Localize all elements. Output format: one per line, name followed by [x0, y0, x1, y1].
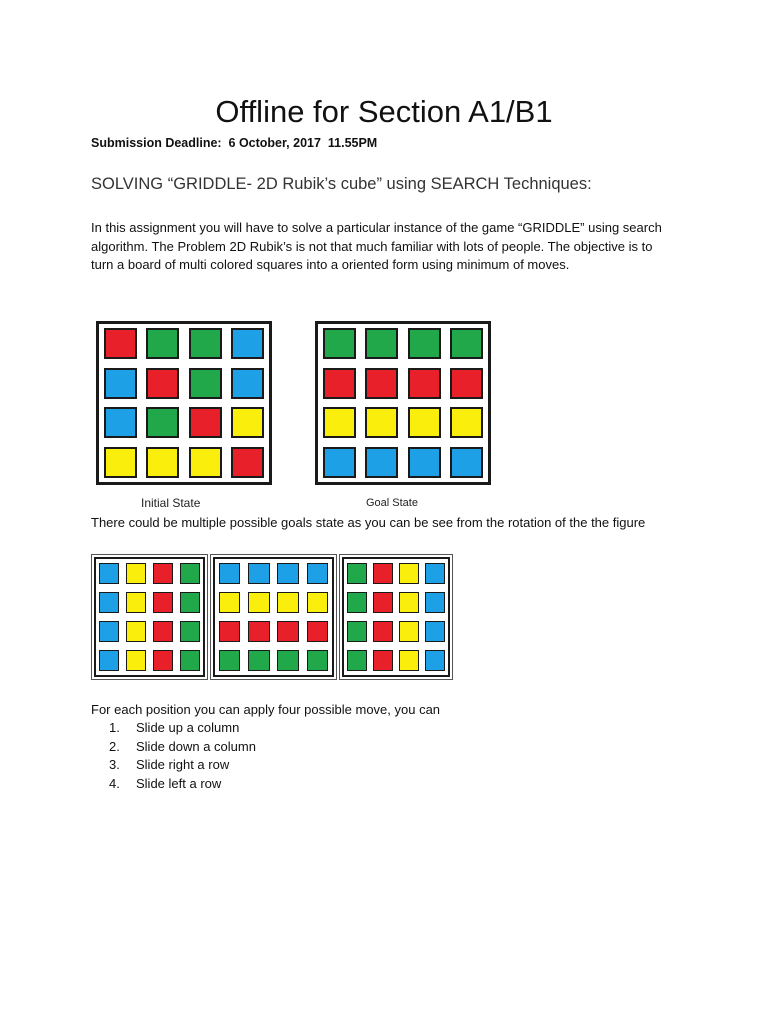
color-tile — [399, 592, 418, 613]
color-tile — [189, 447, 222, 478]
list-item — [109, 738, 256, 757]
color-tile — [425, 621, 444, 642]
grid-cell — [303, 646, 332, 675]
color-tile — [126, 592, 146, 613]
grid-cell — [422, 646, 448, 675]
grid-cell — [227, 364, 270, 404]
grid-cell — [176, 646, 203, 675]
grid-cell — [403, 443, 446, 483]
color-tile — [126, 650, 146, 671]
color-tile — [104, 447, 137, 478]
list-item — [109, 719, 256, 738]
color-tile — [450, 328, 483, 359]
color-tile — [365, 368, 398, 399]
color-tile — [153, 592, 173, 613]
color-tile — [104, 368, 137, 399]
grid-cell — [150, 588, 177, 617]
color-tile — [180, 621, 200, 642]
color-tile — [146, 368, 179, 399]
color-tile — [307, 650, 329, 671]
color-tile — [365, 447, 398, 478]
color-tile — [219, 592, 241, 613]
grid-cell — [96, 559, 123, 588]
color-tile — [425, 592, 444, 613]
color-tile — [277, 621, 299, 642]
color-tile — [277, 563, 299, 584]
grid-cell — [396, 617, 422, 646]
color-tile — [365, 328, 398, 359]
color-tile — [347, 650, 366, 671]
grid-cell — [215, 617, 244, 646]
color-tile — [248, 621, 270, 642]
list-item-number: 2. — [109, 738, 120, 754]
grid-cell — [422, 559, 448, 588]
grid-cell — [227, 443, 270, 483]
color-tile — [408, 368, 441, 399]
grid-cell — [142, 403, 185, 443]
grid-cell — [318, 443, 361, 483]
color-tile — [189, 407, 222, 438]
color-tile — [277, 650, 299, 671]
grid-cell — [99, 403, 142, 443]
grid-cell — [215, 588, 244, 617]
grid-cell — [150, 559, 177, 588]
grid-cell — [244, 617, 273, 646]
grid-cell — [184, 324, 227, 364]
grid-cell — [176, 617, 203, 646]
grid-cell — [403, 364, 446, 404]
moves-list — [109, 719, 256, 793]
color-tile — [104, 407, 137, 438]
color-tile — [323, 447, 356, 478]
color-tile — [347, 621, 366, 642]
color-tile — [126, 621, 146, 642]
grid-cell — [227, 403, 270, 443]
grid-cell — [96, 646, 123, 675]
grid-cell — [361, 324, 404, 364]
grid-cell — [99, 364, 142, 404]
multiple-goals-paragraph: There could be multiple possible goals state as you can be see from the rotation of the the figure — [91, 515, 646, 530]
color-tile — [231, 328, 264, 359]
grid-cell — [244, 559, 273, 588]
grid-cell — [176, 588, 203, 617]
grid-cell — [303, 588, 332, 617]
page-title: Offline for Section A1/B1 — [215, 94, 553, 129]
grid-cell — [361, 443, 404, 483]
grid-cell — [184, 403, 227, 443]
list-item-number: 4. — [109, 775, 120, 791]
grid-cell — [344, 646, 370, 675]
color-tile — [99, 621, 119, 642]
grid-cell — [303, 559, 332, 588]
goal-state-caption: Goal State — [366, 497, 418, 509]
grid-cell — [446, 324, 489, 364]
initial-state-grid — [96, 321, 272, 485]
grid-cell — [403, 403, 446, 443]
color-tile — [219, 650, 241, 671]
color-tile — [126, 563, 146, 584]
color-tile — [104, 328, 137, 359]
grid-cell — [274, 559, 303, 588]
color-tile — [399, 563, 418, 584]
grid-cell — [446, 443, 489, 483]
list-item-text: Slide left a row — [136, 775, 222, 791]
grid-cell — [361, 364, 404, 404]
grid-cell — [123, 646, 150, 675]
color-tile — [248, 650, 270, 671]
color-tile — [307, 563, 329, 584]
list-item-text: Slide down a column — [136, 738, 256, 754]
color-tile — [189, 328, 222, 359]
color-tile — [189, 368, 222, 399]
goal-variant-grid-1 — [94, 557, 205, 677]
grid-cell — [303, 617, 332, 646]
color-tile — [347, 563, 366, 584]
assignment-subtitle: SOLVING “GRIDDLE- 2D Rubik’s cube” using SEARCH Techniques: — [91, 175, 592, 193]
color-tile — [408, 447, 441, 478]
grid-cell — [344, 588, 370, 617]
goal-variant-grid-2 — [213, 557, 334, 677]
grid-cell — [142, 364, 185, 404]
color-tile — [219, 621, 241, 642]
color-tile — [180, 563, 200, 584]
color-tile — [425, 650, 444, 671]
color-tile — [153, 650, 173, 671]
color-tile — [146, 447, 179, 478]
grid-cell — [422, 588, 448, 617]
color-tile — [153, 563, 173, 584]
color-tile — [248, 563, 270, 584]
intro-paragraph: In this assignment you will have to solve a particular instance of the game “GRIDDLE” using search algorithm. The Problem 2D Rubik’s is not that much familiar with lots of people. The objective is to turn a board of multi colored squares into a oriented form using minimum of moves. — [91, 220, 662, 272]
grid-cell — [318, 324, 361, 364]
grid-cell — [318, 364, 361, 404]
grid-cell — [184, 443, 227, 483]
color-tile — [365, 407, 398, 438]
grid-cell — [274, 588, 303, 617]
grid-cell — [142, 443, 185, 483]
grid-cell — [370, 559, 396, 588]
grid-cell — [446, 403, 489, 443]
color-tile — [146, 407, 179, 438]
grid-cell — [446, 364, 489, 404]
goal-state-grid — [315, 321, 491, 485]
color-tile — [99, 592, 119, 613]
grid-cell — [244, 646, 273, 675]
grid-cell — [227, 324, 270, 364]
color-tile — [408, 328, 441, 359]
grid-cell — [370, 617, 396, 646]
grid-cell — [396, 559, 422, 588]
color-tile — [323, 368, 356, 399]
color-tile — [373, 592, 392, 613]
color-tile — [399, 650, 418, 671]
color-tile — [373, 621, 392, 642]
grid-cell — [96, 617, 123, 646]
grid-cell — [318, 403, 361, 443]
color-tile — [231, 447, 264, 478]
grid-cell — [150, 646, 177, 675]
list-item — [109, 775, 256, 794]
color-tile — [373, 650, 392, 671]
moves-intro: For each position you can apply four possible move, you can — [91, 702, 441, 717]
grid-cell — [96, 588, 123, 617]
grid-cell — [396, 646, 422, 675]
list-item — [109, 756, 256, 775]
grid-cell — [344, 559, 370, 588]
color-tile — [307, 621, 329, 642]
grid-cell — [176, 559, 203, 588]
grid-cell — [150, 617, 177, 646]
color-tile — [450, 447, 483, 478]
initial-state-caption: Initial State — [141, 496, 201, 510]
color-tile — [153, 621, 173, 642]
grid-cell — [99, 443, 142, 483]
grid-cell — [370, 646, 396, 675]
color-tile — [248, 592, 270, 613]
submission-deadline: Submission Deadline: 6 October, 2017 11.55PM — [91, 136, 378, 150]
color-tile — [277, 592, 299, 613]
color-tile — [450, 407, 483, 438]
grid-cell — [99, 324, 142, 364]
color-tile — [399, 621, 418, 642]
color-tile — [180, 592, 200, 613]
color-tile — [373, 563, 392, 584]
color-tile — [231, 368, 264, 399]
grid-cell — [184, 364, 227, 404]
grid-cell — [215, 559, 244, 588]
grid-cell — [422, 617, 448, 646]
color-tile — [323, 407, 356, 438]
grid-cell — [361, 403, 404, 443]
grid-cell — [403, 324, 446, 364]
grid-cell — [274, 646, 303, 675]
list-item-text: Slide up a column — [136, 720, 240, 735]
color-tile — [231, 407, 264, 438]
grid-cell — [370, 588, 396, 617]
grid-cell — [396, 588, 422, 617]
list-item-text: Slide right a row — [136, 757, 230, 772]
color-tile — [408, 407, 441, 438]
grid-cell — [215, 646, 244, 675]
color-tile — [146, 328, 179, 359]
goal-variant-grid-3 — [342, 557, 450, 677]
color-tile — [425, 563, 444, 584]
color-tile — [450, 368, 483, 399]
list-item-number: 3. — [109, 757, 120, 772]
color-tile — [219, 563, 241, 584]
grid-cell — [123, 617, 150, 646]
grid-cell — [123, 559, 150, 588]
list-item-number: 1. — [109, 720, 120, 735]
grid-cell — [142, 324, 185, 364]
color-tile — [347, 592, 366, 613]
color-tile — [323, 328, 356, 359]
grid-cell — [244, 588, 273, 617]
grid-cell — [123, 588, 150, 617]
grid-cell — [344, 617, 370, 646]
grid-cell — [274, 617, 303, 646]
color-tile — [99, 650, 119, 671]
color-tile — [180, 650, 200, 671]
color-tile — [99, 563, 119, 584]
color-tile — [307, 592, 329, 613]
